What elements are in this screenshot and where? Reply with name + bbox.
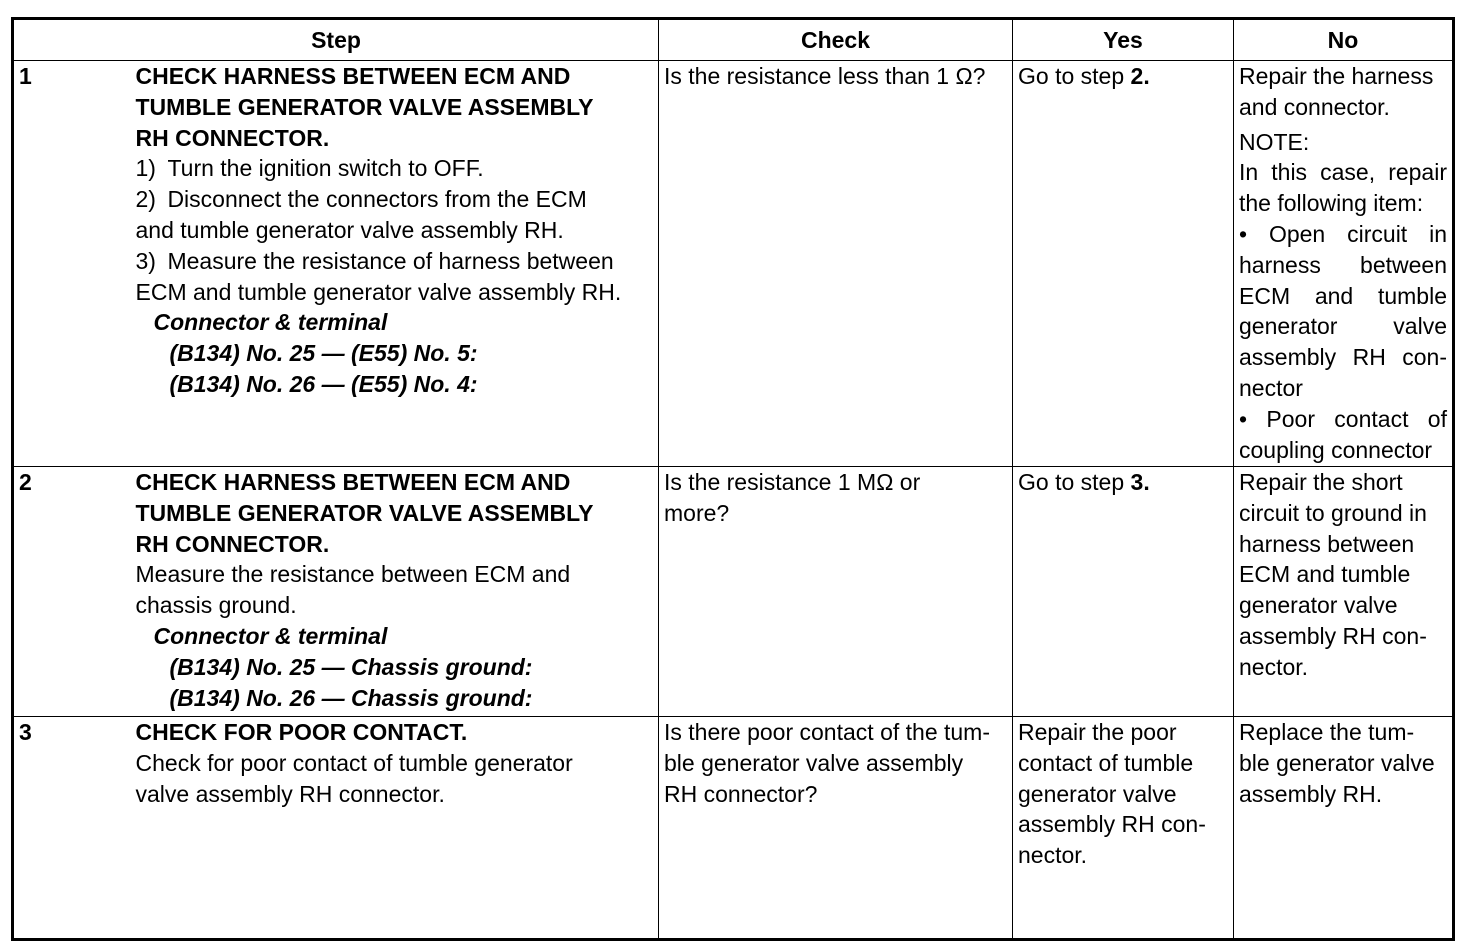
yes-line: assembly RH con-	[1018, 811, 1206, 838]
note-line: harness between	[1239, 251, 1447, 278]
step-title-line: RH CONNECTOR.	[135, 124, 330, 151]
terminal-line: (B134) No. 26 — (E55) No. 4:	[169, 370, 478, 397]
terminal-line: (B134) No. 26 — Chassis ground:	[169, 684, 533, 711]
no-line: and connector.	[1239, 93, 1390, 120]
yes-suffix: .	[1143, 63, 1150, 89]
yes-line: contact of tumble	[1018, 749, 1194, 776]
step-title-line: CHECK HARNESS BETWEEN ECM AND	[135, 469, 571, 495]
yes-suffix: .	[1143, 469, 1150, 495]
note-line: coupling connector	[1239, 436, 1433, 463]
step-title-line: CHECK FOR POOR CONTACT.	[135, 719, 468, 745]
no-line: harness between	[1239, 530, 1415, 557]
step-number: 2	[13, 467, 131, 717]
no-line: Repair the short	[1239, 469, 1403, 495]
yes-line: nector.	[1018, 842, 1088, 869]
table-row	[13, 717, 1454, 940]
step-cell	[131, 61, 659, 467]
note-line: the following item:	[1239, 190, 1424, 217]
yes-text: Go to step	[1018, 469, 1131, 495]
check-line: more?	[664, 499, 730, 526]
no-line: ble generator valve	[1239, 749, 1435, 776]
note-line: • Open circuit in	[1239, 220, 1447, 247]
yes-line: Repair the poor	[1018, 719, 1177, 745]
note-title: NOTE:	[1239, 128, 1310, 155]
instruction-line: chassis ground.	[135, 592, 297, 619]
terminal-line: (B134) No. 25 — Chassis ground:	[169, 653, 533, 680]
connector-label: Connector & terminal	[153, 622, 388, 649]
check-cell	[659, 717, 1013, 940]
no-line: Replace the tum-	[1239, 719, 1415, 745]
no-line: generator valve	[1239, 592, 1398, 619]
diagnostic-table	[11, 17, 1455, 941]
no-cell	[1234, 717, 1454, 940]
note-line: nector	[1239, 374, 1303, 401]
check-line: Is there poor contact of the tum-	[664, 719, 990, 745]
check-cell	[659, 467, 1013, 717]
check-line: Is the resistance less than 1 Ω?	[664, 63, 986, 89]
step-number: 1	[13, 61, 131, 467]
step-cell	[131, 717, 659, 940]
step-cell	[131, 467, 659, 717]
instruction-line: valve assembly RH connector.	[135, 780, 445, 807]
note-line: assembly RH con-	[1239, 344, 1447, 371]
yes-cell	[1013, 717, 1234, 940]
instruction-line: Measure the resistance between ECM and	[135, 561, 571, 588]
instruction-line: ECM and tumble generator valve assembly RH.	[135, 278, 622, 305]
note-line: generator valve	[1239, 313, 1447, 340]
yes-cell	[1013, 61, 1234, 467]
connector-label: Connector & terminal	[153, 309, 388, 336]
yes-text: Go to step	[1018, 63, 1131, 89]
check-cell	[659, 61, 1013, 467]
no-cell	[1234, 467, 1454, 717]
no-line: assembly RH.	[1239, 780, 1383, 807]
no-line: Repair the harness	[1239, 63, 1434, 89]
no-line: ECM and tumble	[1239, 561, 1411, 588]
header-row	[13, 19, 1454, 61]
instruction-line: 1) Turn the ignition switch to OFF.	[135, 155, 484, 182]
step-title-line: CHECK HARNESS BETWEEN ECM AND	[135, 63, 571, 89]
no-line: circuit to ground in	[1239, 499, 1427, 526]
yes-cell	[1013, 467, 1234, 717]
header-yes: Yes	[1013, 19, 1234, 61]
no-line: assembly RH con-	[1239, 622, 1427, 649]
terminal-line: (B134) No. 25 — (E55) No. 5:	[169, 340, 478, 367]
no-line: nector.	[1239, 653, 1309, 680]
yes-step-number: 3	[1130, 469, 1144, 495]
step-title-line: RH CONNECTOR.	[135, 530, 330, 557]
table-row	[13, 467, 1454, 717]
note-line: • Poor contact of	[1239, 405, 1447, 432]
header-check: Check	[659, 19, 1013, 61]
header-no: No	[1234, 19, 1454, 61]
step-number: 3	[13, 717, 131, 940]
check-line: ble generator valve assembly	[664, 749, 964, 776]
instruction-line: 3) Measure the resistance of harness between	[135, 247, 614, 274]
instruction-line: and tumble generator valve assembly RH.	[135, 216, 564, 243]
step-title-line: TUMBLE GENERATOR VALVE ASSEMBLY	[135, 499, 594, 526]
step-title-line: TUMBLE GENERATOR VALVE ASSEMBLY	[135, 93, 594, 120]
check-line: RH connector?	[664, 780, 818, 807]
check-line: Is the resistance 1 MΩ or	[664, 469, 921, 495]
no-cell	[1234, 61, 1454, 467]
instruction-line: 2) Disconnect the connectors from the ECM	[135, 186, 587, 213]
header-step: Step	[13, 19, 659, 61]
table-row	[13, 61, 1454, 467]
yes-line: generator valve	[1018, 780, 1177, 807]
instruction-line: Check for poor contact of tumble generator	[135, 749, 573, 776]
note-line: ECM and tumble	[1239, 282, 1447, 309]
yes-step-number: 2	[1130, 63, 1144, 89]
note-line: In this case, repair	[1239, 159, 1447, 186]
